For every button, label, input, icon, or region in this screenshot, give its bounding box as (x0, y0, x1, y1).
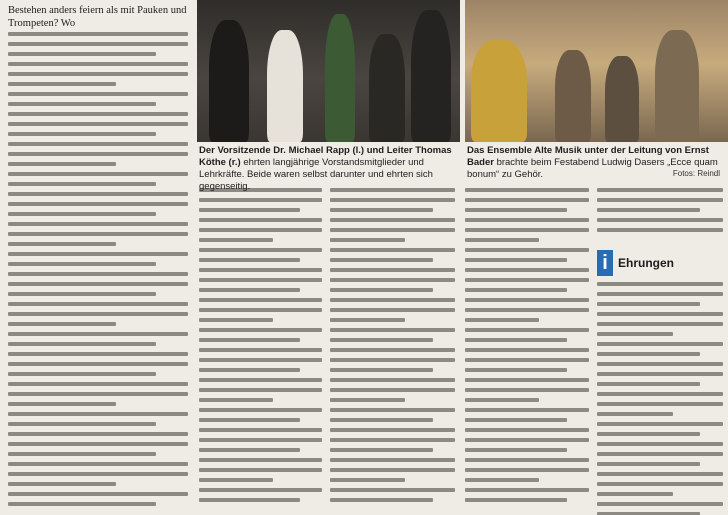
person-figure (605, 56, 639, 142)
text-line (330, 388, 455, 392)
text-line (597, 372, 723, 376)
text-line (8, 252, 188, 256)
text-line (199, 498, 300, 502)
text-line (8, 372, 156, 376)
text-line (199, 368, 300, 372)
text-line (8, 292, 156, 296)
person-figure (471, 40, 527, 142)
info-icon: i (597, 250, 613, 276)
text-line (465, 318, 539, 322)
text-line (8, 462, 188, 466)
text-line (465, 278, 589, 282)
person-figure (209, 20, 249, 142)
text-line (597, 442, 723, 446)
text-line (597, 322, 723, 326)
text-line (199, 218, 322, 222)
text-line (465, 368, 567, 372)
text-line (8, 222, 188, 226)
honours-header (597, 250, 723, 276)
text-line (465, 298, 589, 302)
photo-caption-left (199, 145, 457, 193)
text-line (8, 382, 188, 386)
text-line (199, 378, 322, 382)
text-line (465, 268, 589, 272)
text-line (330, 368, 433, 372)
text-line (8, 272, 188, 276)
photo-credit: Fotos: Reindl (672, 169, 720, 178)
text-line (330, 258, 433, 262)
text-line (597, 402, 723, 406)
text-line (597, 302, 700, 306)
text-line (8, 162, 116, 166)
text-line (8, 52, 156, 56)
text-line (8, 92, 188, 96)
caption-bold: Der Vorsitzende Dr. Michael Rapp (l.) und Leiter Thomas Köthe (r.) (199, 145, 452, 168)
text-line (8, 82, 116, 86)
text-line (8, 102, 156, 106)
text-line (199, 318, 273, 322)
text-line (330, 408, 455, 412)
text-line (8, 112, 188, 116)
text-line (465, 218, 589, 222)
text-line (465, 338, 567, 342)
text-line (199, 398, 273, 402)
text-line (597, 502, 723, 506)
text-line (199, 488, 322, 492)
text-line (8, 212, 156, 216)
text-line (465, 408, 589, 412)
text-line (8, 192, 188, 196)
text-line (597, 332, 673, 336)
text-line (330, 308, 455, 312)
text-line (199, 418, 300, 422)
text-line (597, 412, 673, 416)
text-line (8, 452, 156, 456)
text-line (199, 238, 273, 242)
text-line (199, 258, 300, 262)
text-line (8, 132, 156, 136)
text-line (199, 388, 322, 392)
text-line (8, 332, 188, 336)
text-line (8, 282, 188, 286)
text-line (330, 328, 455, 332)
text-line (330, 448, 433, 452)
text-line (330, 348, 455, 352)
text-line (8, 172, 188, 176)
text-line (465, 478, 539, 482)
text-line (465, 208, 567, 212)
text-line (8, 432, 188, 436)
text-line (465, 198, 589, 202)
text-line (199, 208, 300, 212)
text-line (465, 348, 589, 352)
text-line (8, 482, 116, 486)
text-line (199, 338, 300, 342)
text-line (199, 448, 300, 452)
text-line (597, 312, 723, 316)
text-line (465, 378, 589, 382)
caption-rest: brachte beim Festabend Ludwig Dasers „Ecce quam bonum“ zu Gehör. (467, 157, 718, 180)
text-line (465, 388, 589, 392)
text-line (597, 492, 673, 496)
text-line (597, 382, 700, 386)
text-line (199, 468, 322, 472)
person-figure (555, 50, 591, 142)
text-line (330, 378, 455, 382)
text-line (330, 418, 433, 422)
text-line (465, 238, 539, 242)
text-line (8, 352, 188, 356)
text-line (597, 462, 700, 466)
text-line (330, 218, 455, 222)
text-line (8, 362, 188, 366)
text-line (199, 308, 322, 312)
person-figure (411, 10, 451, 142)
text-line (199, 458, 322, 462)
text-line (8, 62, 188, 66)
text-line (8, 442, 188, 446)
text-line (8, 322, 116, 326)
text-line (330, 428, 455, 432)
text-line (8, 502, 156, 506)
plant-figure (325, 14, 355, 142)
honours-text (597, 282, 723, 515)
text-line (330, 488, 455, 492)
honours-box (597, 250, 723, 515)
text-line (465, 418, 567, 422)
text-line (330, 458, 455, 462)
ensemble-photo (465, 0, 728, 142)
text-line (330, 238, 405, 242)
text-column-4 (465, 188, 589, 502)
text-line (330, 288, 433, 292)
text-line (597, 472, 723, 476)
text-line (199, 268, 322, 272)
text-line (597, 198, 723, 202)
text-line (8, 42, 188, 46)
text-line (199, 408, 322, 412)
text-line (8, 122, 188, 126)
text-line (8, 412, 188, 416)
text-column-3 (330, 188, 455, 502)
text-line (8, 32, 188, 36)
text-line (465, 438, 589, 442)
text-line (597, 352, 700, 356)
text-line (8, 242, 116, 246)
text-line (199, 228, 322, 232)
text-line (199, 438, 322, 442)
person-figure (267, 30, 303, 142)
text-line (330, 318, 405, 322)
text-line (597, 218, 723, 222)
text-line (330, 358, 455, 362)
text-line (8, 142, 188, 146)
text-column-1 (8, 32, 188, 506)
text-line (199, 278, 322, 282)
text-line (199, 358, 322, 362)
text-line (8, 72, 188, 76)
honours-title: Ehrungen (618, 256, 674, 270)
text-line (199, 248, 322, 252)
text-line (465, 448, 567, 452)
text-line (597, 362, 723, 366)
text-line (597, 188, 723, 192)
text-line (465, 358, 589, 362)
text-line (465, 498, 567, 502)
text-line (465, 288, 567, 292)
text-line (8, 182, 156, 186)
text-line (8, 392, 188, 396)
text-line (330, 398, 405, 402)
text-line (597, 282, 723, 286)
text-line (8, 262, 156, 266)
text-line (597, 482, 723, 486)
text-line (330, 278, 455, 282)
text-line (465, 308, 589, 312)
text-line (330, 198, 455, 202)
text-line (330, 478, 405, 482)
text-line (465, 248, 589, 252)
text-line (8, 232, 188, 236)
text-line (8, 402, 116, 406)
caption-bold: Das Ensemble Alte Musik unter der Leitung von Ernst Bader (467, 145, 709, 168)
text-line (597, 342, 723, 346)
text-line (330, 438, 455, 442)
text-line (597, 392, 723, 396)
text-line (199, 428, 322, 432)
person-figure (655, 30, 699, 142)
text-column-5 (597, 188, 723, 232)
text-line (199, 328, 322, 332)
text-line (199, 298, 322, 302)
text-line (330, 208, 433, 212)
text-line (8, 302, 188, 306)
text-line (597, 452, 723, 456)
text-line (597, 432, 700, 436)
text-line (330, 268, 455, 272)
text-line (465, 258, 567, 262)
text-line (8, 472, 188, 476)
award-photo (197, 0, 460, 142)
text-line (330, 338, 433, 342)
text-line (199, 478, 273, 482)
text-line (465, 468, 589, 472)
text-line (465, 188, 589, 192)
text-line (465, 488, 589, 492)
text-line (465, 228, 589, 232)
text-line (465, 328, 589, 332)
text-line (597, 292, 723, 296)
caption-rest: ehrten langjährige Vorstandsmitglieder und Lehrkräfte. Beide waren selbst darunter und ehrten sich gegenseitig. (199, 157, 433, 192)
text-line (597, 422, 723, 426)
text-line (465, 458, 589, 462)
text-line (8, 312, 188, 316)
text-line (330, 228, 455, 232)
text-line (8, 152, 188, 156)
text-line (199, 348, 322, 352)
text-line (199, 198, 322, 202)
text-line (8, 202, 188, 206)
text-line (330, 248, 455, 252)
text-line (8, 492, 188, 496)
text-line (8, 422, 156, 426)
text-column-2 (199, 188, 322, 502)
text-line (199, 288, 300, 292)
text-line (8, 342, 156, 346)
article-opening: Bestehen anders feiern als mit Pauken und Trompeten? Wo (8, 5, 187, 29)
text-line (330, 468, 455, 472)
text-line (330, 298, 455, 302)
text-line (465, 398, 539, 402)
text-line (330, 498, 433, 502)
text-line (465, 428, 589, 432)
text-line (597, 208, 700, 212)
person-figure (369, 34, 405, 142)
text-line (597, 228, 723, 232)
